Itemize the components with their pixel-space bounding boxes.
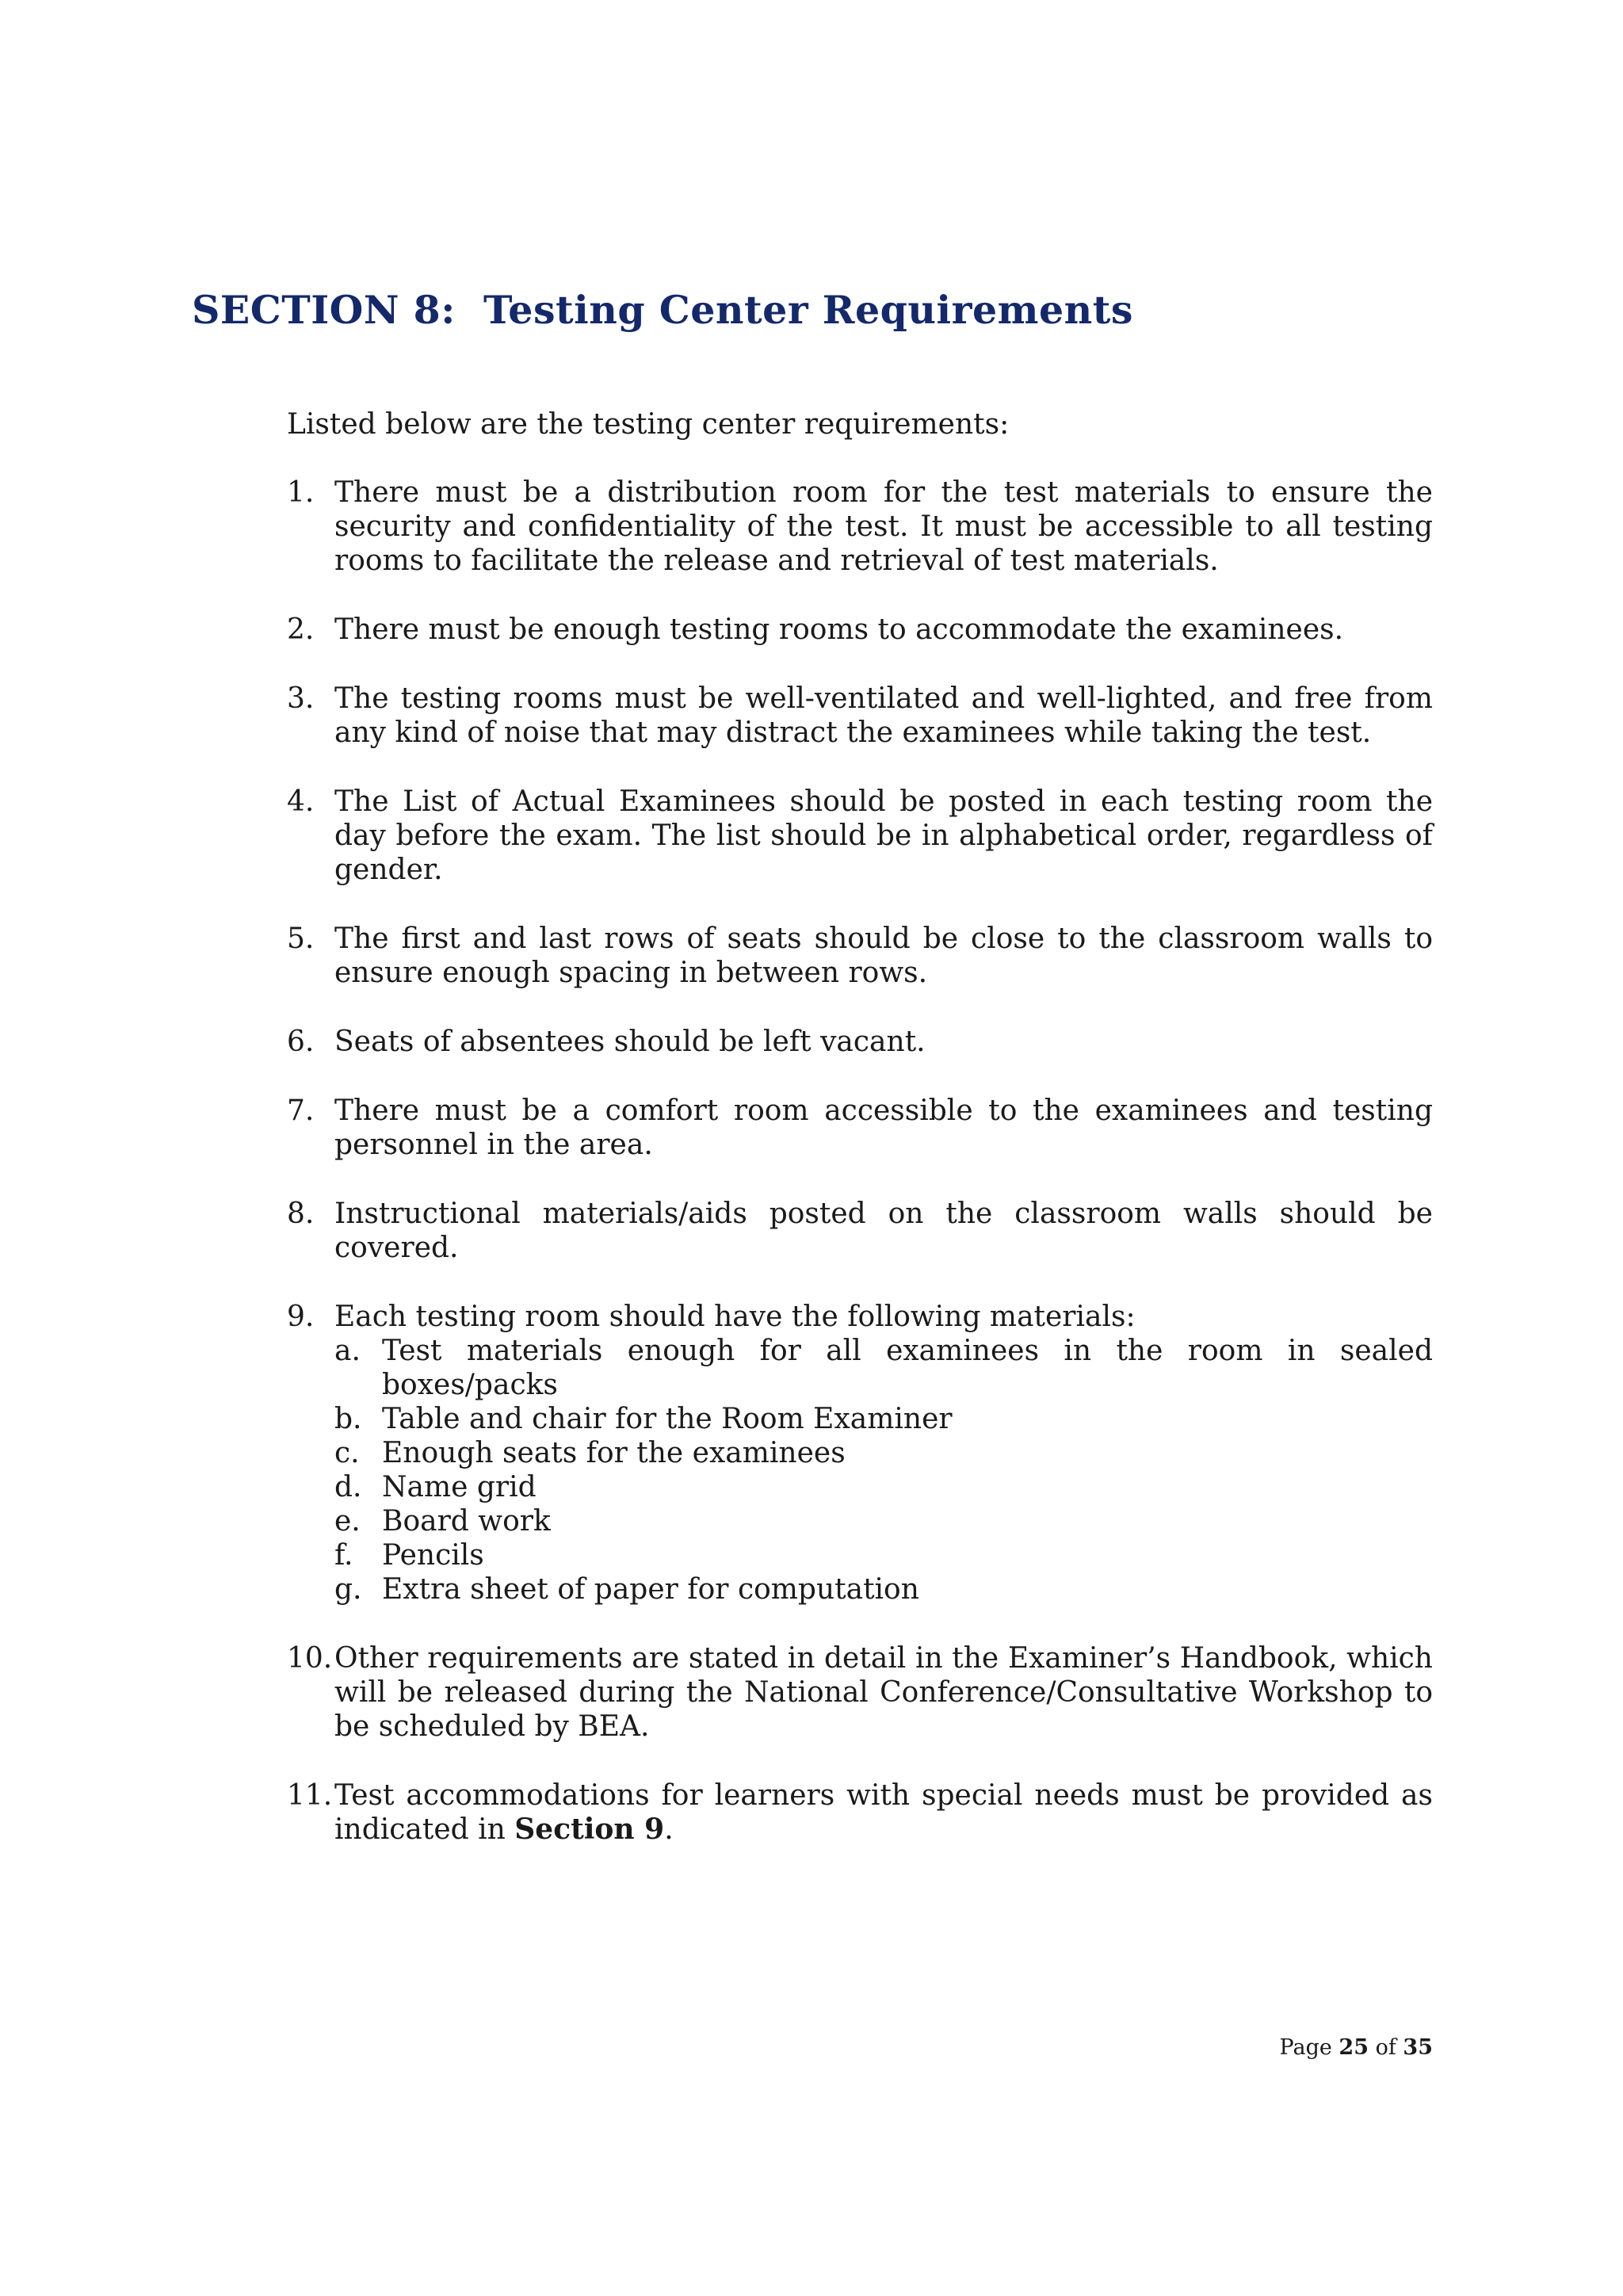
- section-title: SECTION 8: Testing Center Requirements: [192, 287, 1133, 333]
- item-number: 2.: [287, 613, 315, 646]
- sub-list-item: [334, 1436, 1433, 1470]
- page-word: Page: [1279, 2035, 1339, 2060]
- sub-item-text: Pencils: [382, 1539, 484, 1572]
- sub-item-text: Enough seats for the examinees: [382, 1437, 846, 1469]
- item-text: There must be a comfort room accessible to the examinees and testing personnel in the area.: [334, 1095, 1433, 1161]
- item-letter: f.: [334, 1539, 353, 1572]
- item-text: Test accommodations for learners with special needs must be provided as indicated in: [334, 1779, 1433, 1846]
- materials-list: [334, 1334, 1433, 1606]
- item-number: 4.: [287, 785, 315, 818]
- item-letter: c.: [334, 1437, 360, 1469]
- item-letter: d.: [334, 1471, 362, 1503]
- item-number: 11.: [287, 1779, 333, 1812]
- sub-item-text: Board work: [382, 1505, 551, 1538]
- list-item: [287, 1094, 1433, 1162]
- list-item: [287, 476, 1433, 578]
- sub-list-item: [334, 1402, 1433, 1436]
- sub-list-item: [334, 1470, 1433, 1504]
- list-item: [287, 613, 1433, 647]
- current-page-number: 25: [1338, 2035, 1369, 2060]
- requirements-list: [287, 476, 1433, 1881]
- item-text: The testing rooms must be well-ventilated and well-lighted, and free from any kind of noise that may distract the examinees while taking the test.: [334, 682, 1433, 749]
- list-item: [287, 1197, 1433, 1265]
- item-letter: b.: [334, 1403, 362, 1435]
- list-item: [287, 922, 1433, 990]
- item-number: 3.: [287, 682, 315, 715]
- trailing-period: .: [664, 1813, 674, 1846]
- item-number: 5.: [287, 923, 315, 955]
- of-word: of: [1369, 2035, 1403, 2060]
- sub-list-item: [334, 1572, 1433, 1606]
- total-page-count: 35: [1403, 2035, 1433, 2060]
- item-text: Seats of absentees should be left vacant.: [334, 1026, 926, 1058]
- sub-item-text: Name grid: [382, 1471, 537, 1503]
- item-letter: e.: [334, 1505, 361, 1538]
- sub-list-item: [334, 1334, 1433, 1402]
- list-item: [287, 682, 1433, 750]
- item-text: Each testing room should have the following materials:: [334, 1301, 1136, 1333]
- item-number: 10.: [287, 1642, 333, 1675]
- item-text: There must be a distribution room for the test materials to ensure the security and confidentiality of the test. It must be accessible to all testing rooms to facilitate the release and retrieval of test materials.: [334, 476, 1433, 577]
- item-text: The first and last rows of seats should be close to the classroom walls to ensure enough spacing in between rows.: [334, 923, 1433, 989]
- item-letter: g.: [334, 1573, 362, 1606]
- item-number: 6.: [287, 1026, 315, 1058]
- sub-list-item: [334, 1504, 1433, 1538]
- item-number: 1.: [287, 476, 315, 509]
- intro-text: Listed below are the testing center requirements:: [287, 408, 1010, 441]
- sub-item-text: Extra sheet of paper for computation: [382, 1573, 919, 1606]
- section-reference: Section 9: [514, 1813, 665, 1846]
- list-item: [287, 1641, 1433, 1744]
- item-number: 7.: [287, 1095, 315, 1127]
- item-text: The List of Actual Examinees should be posted in each testing room the day before the exam. The list should be in alphabetical order, regardless of gender.: [334, 785, 1433, 886]
- list-item: [287, 1300, 1433, 1606]
- page-footer: [1280, 2035, 1433, 2060]
- item-number: 9.: [287, 1301, 315, 1333]
- item-text: Instructional materials/aids posted on the classroom walls should be covered.: [334, 1198, 1433, 1264]
- sub-list-item: [334, 1538, 1433, 1572]
- list-item: [287, 785, 1433, 887]
- sub-item-text: Test materials enough for all examinees in the room in sealed boxes/packs: [382, 1335, 1433, 1401]
- item-text: Other requirements are stated in detail in the Examiner’s Handbook, which will be released during the National Conference/Consultative Workshop to be scheduled by BEA.: [334, 1642, 1433, 1743]
- list-item: [287, 1778, 1433, 1847]
- list-item: [287, 1025, 1433, 1059]
- sub-item-text: Table and chair for the Room Examiner: [382, 1403, 953, 1435]
- item-number: 8.: [287, 1198, 315, 1230]
- item-letter: a.: [334, 1335, 361, 1367]
- item-text: There must be enough testing rooms to accommodate the examinees.: [334, 613, 1344, 646]
